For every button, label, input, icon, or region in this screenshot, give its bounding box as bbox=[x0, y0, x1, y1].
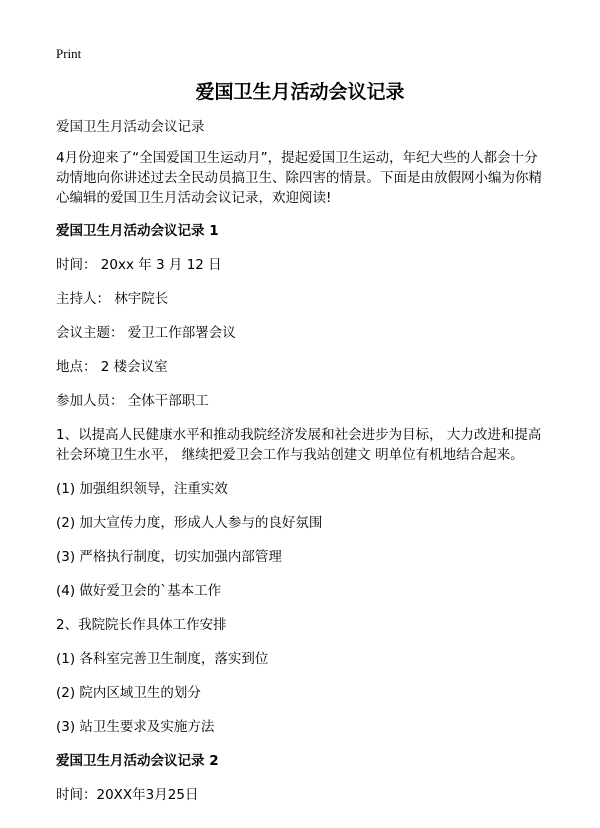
record-2-heading: 爱国卫生月活动会议记录 2 bbox=[56, 753, 219, 769]
sub-item: (4) 做好爱卫会的`基本工作 bbox=[56, 583, 222, 599]
record-1-item-2: 2、我院院长作具体工作安排 bbox=[56, 617, 227, 633]
intro-paragraph bbox=[56, 148, 556, 208]
record-1-topic: 会议主题： 爱卫工作部署会议 bbox=[56, 325, 236, 341]
print-label: Print bbox=[56, 46, 82, 61]
record-1-host: 主持人： 林宇院长 bbox=[56, 291, 169, 307]
item-line: 1、以提高人民健康水平和推动我院经济发展和社会进步为目标， 大力改进和提高 bbox=[56, 427, 542, 443]
record-2-time: 时间：20XX年3月25日 bbox=[56, 787, 199, 803]
sub-item: (2) 加大宣传力度，形成人人参与的良好氛围 bbox=[56, 515, 323, 531]
intro-line: 4月份迎来了“全国爱国卫生运动月”，提起爱国卫生运动，年纪大些的人都会十分 bbox=[56, 150, 538, 166]
document-body bbox=[56, 117, 556, 805]
document-subtitle: 爱国卫生月活动会议记录 bbox=[56, 119, 205, 135]
sub-item: (1) 加强组织领导，注重实效 bbox=[56, 481, 228, 497]
record-1-attendees: 参加人员： 全体干部职工 bbox=[56, 393, 209, 409]
item-line: 社会环境卫生水平， 继续把爱卫会工作与我站创建文 明单位有机地结合起来。 bbox=[56, 447, 524, 463]
record-1-time: 时间： 20xx 年 3 月 12 日 bbox=[56, 257, 222, 273]
sub-item: (3) 站卫生要求及实施方法 bbox=[56, 719, 215, 735]
sub-item: (1) 各科室完善卫生制度，落实到位 bbox=[56, 651, 269, 667]
record-1-item-1 bbox=[56, 425, 556, 465]
document-title: 爱国卫生月活动会议记录 bbox=[195, 81, 405, 103]
intro-line: 动情地向你讲述过去全民动员搞卫生、除四害的情景。下面是由放假网小编为你精 bbox=[56, 170, 542, 186]
record-1-heading: 爱国卫生月活动会议记录 1 bbox=[56, 223, 219, 239]
sub-item: (2) 院内区域卫生的划分 bbox=[56, 685, 201, 701]
sub-item: (3) 严格执行制度，切实加强内部管理 bbox=[56, 549, 282, 565]
intro-line: 心编辑的爱国卫生月活动会议记录，欢迎阅读! bbox=[56, 190, 332, 206]
record-1-place: 地点： 2 楼会议室 bbox=[56, 359, 168, 375]
